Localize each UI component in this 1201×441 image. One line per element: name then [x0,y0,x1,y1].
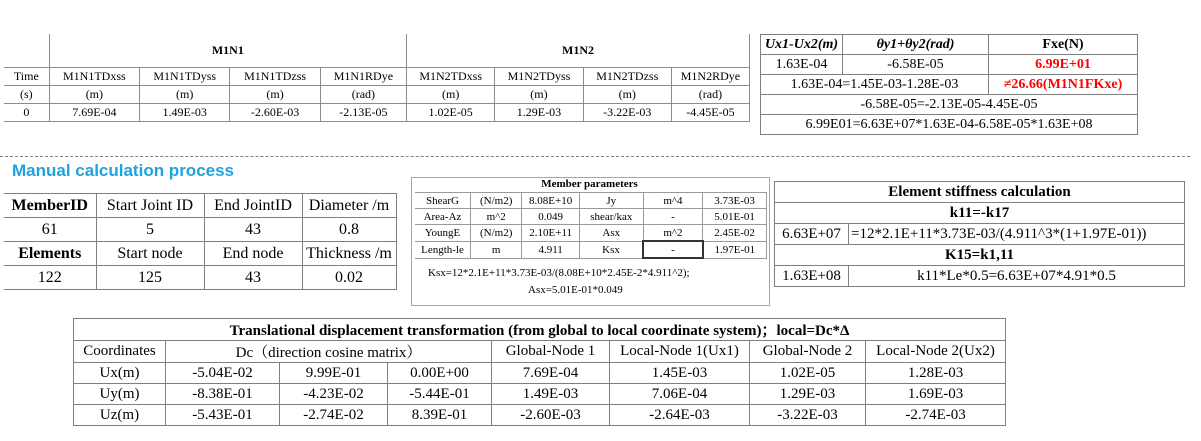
header-cell: Start Joint ID [96,194,204,218]
value-cell: 0.02 [302,266,396,290]
param-name: Length-le [415,241,471,258]
header-cell: M1N2TDxss [407,68,495,86]
header-cell: Local-Node 2(Ux2) [866,341,1006,363]
header-cell: θy1+θy2(rad) [843,35,989,55]
param-name: Asx [579,225,643,242]
unit-cell: (rad) [320,86,406,104]
value-cell: 1.49E-03 [492,384,610,405]
time-group-cell [4,34,49,68]
header-cell: Elements [4,242,96,266]
k11-value: 6.63E+07 [775,224,849,245]
value-cell: 9.99E-01 [280,363,388,384]
param-name: Ksx [579,241,643,258]
header-cell: Global-Node 1 [492,341,610,363]
value-cell: 1.29E-03 [495,104,583,122]
section-divider [0,156,1190,157]
unit-cell: (m) [140,86,230,104]
header-cell: Coordinates [74,341,166,363]
force-value-cell: 6.99E+01 [989,55,1138,75]
param-unit: m^4 [643,193,703,209]
param-value: 0.049 [522,209,580,225]
param-name: ShearG [415,193,471,209]
value-cell: 61 [4,218,96,242]
param-value: 1.97E-01 [703,241,767,258]
k11-formula: =12*2.1E+11*3.73E-03/(4.911^3*(1+1.97E-01)) [849,224,1185,245]
value-cell: 8.39E-01 [388,405,492,426]
param-value: 2.10E+11 [522,225,580,242]
unit-cell: (m) [49,86,139,104]
value-cell: 1.69E-03 [866,384,1006,405]
param-unit: (N/m2) [471,225,522,242]
value-cell: 1.63E-04 [761,55,843,75]
param-unit: m^2 [643,225,703,242]
value-cell: -5.44E-01 [388,384,492,405]
value-cell: 0.8 [302,218,396,242]
member-info-table [4,193,397,290]
header-cell: M1N2RDye [671,68,749,86]
unit-cell: (rad) [671,86,749,104]
stiffness-title: Element stiffness calculation [775,182,1185,203]
header-cell: Local-Node 1(Ux1) [610,341,750,363]
value-cell: -2.74E-03 [866,405,1006,426]
coord-cell: Uy(m) [74,384,166,405]
param-value: 3.73E-03 [703,193,767,209]
value-cell: -5.43E-01 [166,405,280,426]
value-cell: 1.29E-03 [750,384,866,405]
value-cell: -3.22E-03 [750,405,866,426]
value-cell: -8.38E-01 [166,384,280,405]
k15-formula: k11*Le*0.5=6.63E+07*4.91*0.5 [849,266,1185,287]
section-title: Manual calculation process [12,161,235,180]
header-cell: Dc（direction cosine matrix） [166,341,492,363]
displacement-transformation-table [73,318,1006,426]
param-value: 4.911 [522,241,580,258]
header-cell: Diameter /m [302,194,396,218]
value-cell: -3.22E-03 [583,104,671,122]
header-cell: End node [204,242,302,266]
header-cell: M1N1TDxss [49,68,139,86]
value-cell: 1.28E-03 [866,363,1006,384]
axial-force-check-table [760,34,1138,135]
header-cell: M1N1TDyss [140,68,230,86]
value-cell: -5.04E-02 [166,363,280,384]
unit-cell: (s) [4,86,49,104]
element-stiffness-table [774,181,1185,287]
value-cell: 1.49E-03 [140,104,230,122]
header-cell: M1N2TDzss [583,68,671,86]
value-cell: -4.23E-02 [280,384,388,405]
k15-label: K15=k1,11 [775,245,1185,266]
asx-formula: Asx=5.01E-01*0.049 [528,284,623,296]
ksx-formula: Ksx=12*2.1E+11*3.73E-03/(8.08E+10*2.45E-2*4.911^2); [428,267,690,279]
param-value: 5.01E-01 [703,209,767,225]
header-cell: M1N1RDye [320,68,406,86]
value-cell: 7.69E-04 [49,104,139,122]
value-cell: -4.45E-05 [671,104,749,122]
unit-cell: (m) [407,86,495,104]
value-cell: -2.64E-03 [610,405,750,426]
value-cell: 0.00E+00 [388,363,492,384]
coord-cell: Ux(m) [74,363,166,384]
header-cell: MemberID [4,194,96,218]
value-cell: 1.45E-03 [610,363,750,384]
header-cell: M1N2TDyss [495,68,583,86]
header-cell: Global-Node 2 [750,341,866,363]
header-cell: Ux1-Ux2(m) [761,35,843,55]
value-cell: -2.60E-03 [230,104,320,122]
value-cell: 5 [96,218,204,242]
k11-label: k11=-k17 [775,203,1185,224]
value-cell: 0 [4,104,49,122]
value-cell: 1.02E-05 [750,363,866,384]
header-cell: Time [4,68,49,86]
coord-cell: Uz(m) [74,405,166,426]
value-cell: -2.74E-02 [280,405,388,426]
header-cell: Start node [96,242,204,266]
header-cell: Thickness /m [302,242,396,266]
param-name: shear/kax [579,209,643,225]
param-value: 8.08E+10 [522,193,580,209]
param-value: 2.45E-02 [703,225,767,242]
selected-cell[interactable]: - [643,241,703,258]
member-parameters-table [415,192,767,259]
value-cell: 7.06E-04 [610,384,750,405]
value-cell: -6.58E-05 [843,55,989,75]
header-cell: Fxe(N) [989,35,1138,55]
transform-title: Translational displacement transformation (from global to local coordinate system)；local=Dc*Δ [74,319,1006,341]
value-cell: 1.02E-05 [407,104,495,122]
group-m1n1: M1N1 [49,34,406,68]
value-cell: 125 [96,266,204,290]
param-unit: (N/m2) [471,193,522,209]
unit-cell: (m) [583,86,671,104]
header-cell: M1N1TDzss [230,68,320,86]
member-parameters-title: Member parameters [541,178,638,190]
param-unit: m [471,241,522,258]
header-cell: End JointID [204,194,302,218]
value-cell: 43 [204,218,302,242]
value-cell: 7.69E-04 [492,363,610,384]
k15-value: 1.63E+08 [775,266,849,287]
formula-cell: -6.58E-05=-2.13E-05-4.45E-05 [761,95,1138,115]
formula-cell: 1.63E-04=1.45E-03-1.28E-03 [761,75,989,95]
unit-cell: (m) [230,86,320,104]
formula-cell: 6.99E01=6.63E+07*1.63E-04-6.58E-05*1.63E+08 [761,115,1138,135]
unit-cell: (m) [495,86,583,104]
value-cell: -2.60E-03 [492,405,610,426]
value-cell: -2.13E-05 [320,104,406,122]
value-cell: 43 [204,266,302,290]
param-name: Jy [579,193,643,209]
nodal-displacement-table [4,34,750,122]
value-cell: 122 [4,266,96,290]
mismatch-note: ≠26.66(M1N1FKxe) [989,75,1138,95]
param-unit: - [643,209,703,225]
param-unit: m^2 [471,209,522,225]
group-m1n2: M1N2 [407,34,750,68]
param-name: Area-Az [415,209,471,225]
param-name: YoungE [415,225,471,242]
